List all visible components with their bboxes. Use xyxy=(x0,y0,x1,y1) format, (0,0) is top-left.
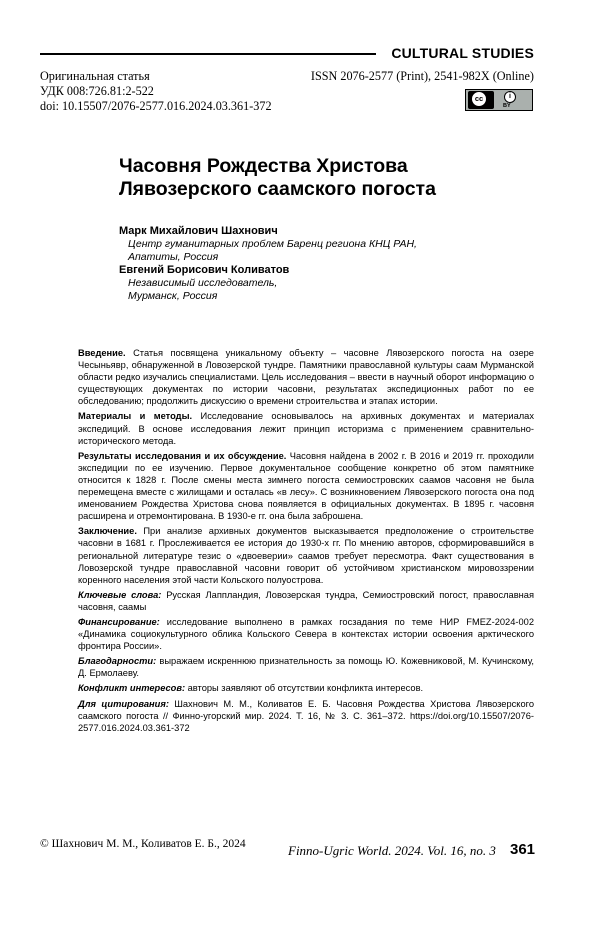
article-title xyxy=(119,155,436,201)
funding xyxy=(78,616,534,652)
abstract-results xyxy=(78,450,534,523)
conclusion-label: Заключение. xyxy=(78,526,137,537)
author-location: Мурманск, Россия xyxy=(128,290,218,302)
keywords-label: Ключевые слова: xyxy=(78,589,162,600)
article-meta xyxy=(40,69,272,114)
results-label: Результаты исследования и их обсуждение. xyxy=(78,450,287,461)
journal-reference: Finno-Ugric World. 2024. Vol. 16, no. 3 xyxy=(288,843,496,858)
methods-text: Исследование основывалось на архивных документах и материалах экспедиций. В основе исследования лежит принцип историзма с применением сравнительно-исторического метода. xyxy=(78,411,534,446)
funding-text: исследование выполнено в рамках госзадания по теме НИР FMEZ-2024-002 «Динамика социокультурного облика Кольского Севера в контекстах истории освоения арктического фронтира России». xyxy=(78,616,534,652)
author-name: Марк Михайлович Шахнович xyxy=(119,225,278,237)
title-line-1: Часовня Рождества Христова xyxy=(119,155,408,177)
author-affiliation: Независимый исследователь, xyxy=(128,277,278,289)
issn: ISSN 2076-2577 (Print), 2541-982X (Online) xyxy=(310,69,534,83)
cc-by-license-badge[interactable] xyxy=(465,89,533,111)
attribution-icon: i xyxy=(504,91,516,103)
author-affiliation: Центр гуманитарных проблем Баренц региона КНЦ РАН, xyxy=(128,238,417,250)
conflict-label: Конфликт интересов: xyxy=(78,683,186,694)
conflict-of-interest xyxy=(78,682,534,694)
funding-label: Финансирование: xyxy=(78,616,160,627)
acknowledgements-label: Благодарности: xyxy=(78,656,157,667)
abstract-methods xyxy=(78,410,534,446)
citation-text[interactable]: Шахнович М. М., Коливатов Е. Б. Часовня Рождества Христова Лявозерского саамского погоста // Финно-угорский мир. 2024. Т. 16, № 3. С. 361–372. https://doi.org/10.15507/2076-2577.016.2024.03.361-372 xyxy=(78,698,534,733)
doi-link[interactable]: doi: 10.15507/2076-2577.016.2024.03.361-372 xyxy=(40,99,272,113)
abstract xyxy=(78,347,534,737)
creative-commons-icon: cc xyxy=(471,91,487,107)
conclusion-text: При анализе архивных документов высказывается предположение о строительстве часовни в 1681 г. Прослеживается ее история до 1930-х гг. По мнению авторов, сформировавшийся в региональной литературе тезис о «двоеверии» саамов требует пересмотра. Факт существования в Ловозерской тундре православной часовни говорит об устойчивом христианском мировоззрении коренного населения этой части Кольского полуострова. xyxy=(78,526,534,585)
udk-code: УДК 008:726.81:2-522 xyxy=(40,84,154,98)
abstract-conclusion xyxy=(78,525,534,585)
copyright-notice: © Шахнович М. М., Коливатов Е. Б., 2024 xyxy=(40,838,246,850)
abstract-introduction xyxy=(78,347,534,407)
authors-block xyxy=(119,225,417,303)
introduction-text: Статья посвящена уникальному объекту – часовне Лявозерского погоста на озере Чесыньявр, обнаруженной в Ловозерской тундре. Памятники православной культуры саам Мурманской области редко изучались специалистами. Цель исследования – ввести в научный оборот информацию о существующих документах по истории часовни, результатах экспедиционных работ по ее обследованию; продолжить дискуссию о времени строительства и этапах истории. xyxy=(78,348,534,407)
acknowledgements-text: выражаем искреннюю признательность за помощь Ю. Кожевниковой, М. Кучинскому, Д. Ермолаеву. xyxy=(78,656,534,679)
acknowledgements xyxy=(78,655,534,679)
header-rule xyxy=(40,53,376,55)
conflict-text: авторы заявляют об отсутствии конфликта интересов. xyxy=(187,683,424,694)
section-label: CULTURAL STUDIES xyxy=(391,45,534,61)
author-location: Апатиты, Россия xyxy=(128,251,219,263)
citation-label: Для цитирования: xyxy=(78,698,169,709)
by-label: BY xyxy=(503,103,511,109)
methods-label: Материалы и методы. xyxy=(78,411,193,422)
page-number: 361 xyxy=(510,841,536,858)
keywords xyxy=(78,589,534,613)
keywords-text: Русская Лаппландия, Ловозерская тундра, Семиостровский погост, православная часовня, саамы xyxy=(78,589,535,612)
title-line-2: Лявозерского саамского погоста xyxy=(119,178,436,200)
citation xyxy=(78,698,534,734)
author-name: Евгений Борисович Коливатов xyxy=(119,264,290,276)
introduction-label: Введение. xyxy=(78,348,126,358)
article-type: Оригинальная статья xyxy=(40,69,150,83)
results-text: Часовня найдена в 2002 г. В 2016 и 2019 гг. проходили экспедиции по ее изучению. Первое документальное сообщение конкретно об этом памятнике относится к 1828 г. После смены места зимнего погоста семиостровских саамов часовня не была перемещена вместе с жилищами и осталась «в лесу». С возникновением Лявозерского погоста она под именованием Рождества Христова снова появляется в официальных документах. В 1895 г. часовня расширена и отремонтирована. В 1930-е гг. она была заброшена. xyxy=(78,450,535,522)
